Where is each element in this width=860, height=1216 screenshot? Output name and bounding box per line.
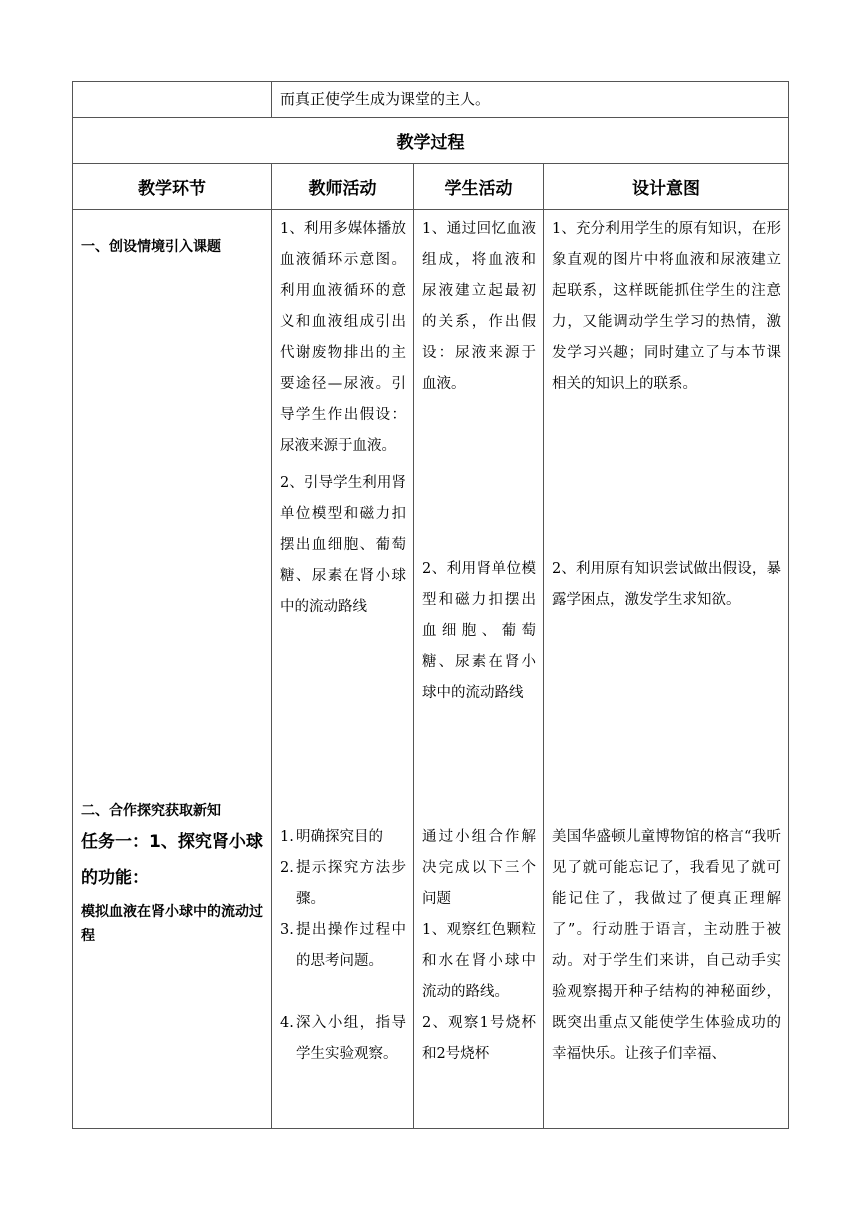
header-cell: 教师活动 — [272, 164, 414, 210]
section-title: 教学过程 — [73, 118, 789, 164]
intent-3: 美国华盛顿儿童博物馆的格言“我听见了就可能忘记了，我看见了就可能记住了，我做过了便真正理解了”。行动胜于语言，主动胜于被动。对于学生们来讲，自己动手实验观察揭开种子结构的神秘面纱，既突出重点又能使学生体验成功的幸福快乐。让孩子们幸福、 — [552, 829, 782, 1062]
header-cell: 设计意图 — [544, 164, 789, 210]
student-activity-2: 2、利用肾单位模型和磁力扣摆出血细胞、葡萄糖、尿素在肾小球中的流动路线 — [422, 561, 536, 701]
list-item: 3. 提出操作过程中的思考问题。 — [280, 922, 406, 969]
top-left-cell — [73, 82, 272, 118]
list-item: 1. 明确探究目的 — [280, 829, 383, 845]
teacher-steps — [272, 822, 413, 1070]
intent-cell — [544, 210, 789, 1129]
teacher-cell — [272, 210, 414, 1129]
top-row-text: 而真正使学生成为课堂的主人。 — [280, 90, 491, 108]
student-task-1: 1、观察红色颗粒和水在肾小球中流动的路线。 — [422, 922, 536, 1000]
teacher-activity-2: 2、引导学生利用肾单位模型和磁力扣摆出血细胞、葡萄糖、尿素在肾小球中的流动路线 — [280, 475, 406, 615]
top-right-cell — [272, 82, 789, 118]
student-cell — [414, 210, 544, 1129]
lesson-plan-table — [72, 81, 789, 1129]
table-row — [73, 82, 789, 118]
stage1-title: 一、创设情境引入课题 — [81, 239, 221, 255]
stage2-title: 二、合作探究获取新知 — [81, 803, 221, 819]
task-title: 任务一：1、探究肾小球的功能： — [81, 832, 263, 888]
student-task-intro: 通过小组合作解决完成以下三个问题 — [422, 829, 536, 907]
stage2-block — [81, 800, 265, 948]
stage-cell — [73, 210, 272, 1129]
teacher-step-list — [280, 822, 406, 1070]
intent-1: 1、充分利用学生的原有知识，在形象直观的图片中将血液和尿液建立起联系，这样既能抓住学生的注意力，又能调动学生学习的热情，激发学习兴趣；同时建立了与本节课相关的知识上的联系。 — [552, 221, 782, 392]
header-cell: 教学环节 — [73, 164, 272, 210]
header-row — [73, 164, 789, 210]
task-subtitle: 模拟血液在肾小球中的流动过程 — [81, 904, 263, 944]
table-row — [73, 210, 789, 1129]
student-task-2: 2、观察1号烧杯和2号烧杯 — [422, 1015, 536, 1062]
student-activity-1: 1、通过回忆血液组成，将血液和尿液建立起最初的关系，作出假设：尿液来源于血液。 — [422, 221, 536, 392]
teacher-activity-1: 1、利用多媒体播放血液循环示意图。利用血液循环的意义和血液组成引出代谢废物排出的主要途径—尿液。引导学生作出假设：尿液来源于血液。 — [280, 221, 406, 454]
intent-2: 2、利用原有知识尝试做出假设，暴露学困点，激发学生求知欲。 — [552, 561, 782, 608]
header-cell: 学生活动 — [414, 164, 544, 210]
list-item: 4. 深入小组，指导学生实验观察。 — [280, 1015, 406, 1062]
table-row — [73, 118, 789, 164]
student-activity-3 — [414, 822, 543, 1070]
list-item: 2. 提示探究方法步骤。 — [280, 860, 406, 907]
